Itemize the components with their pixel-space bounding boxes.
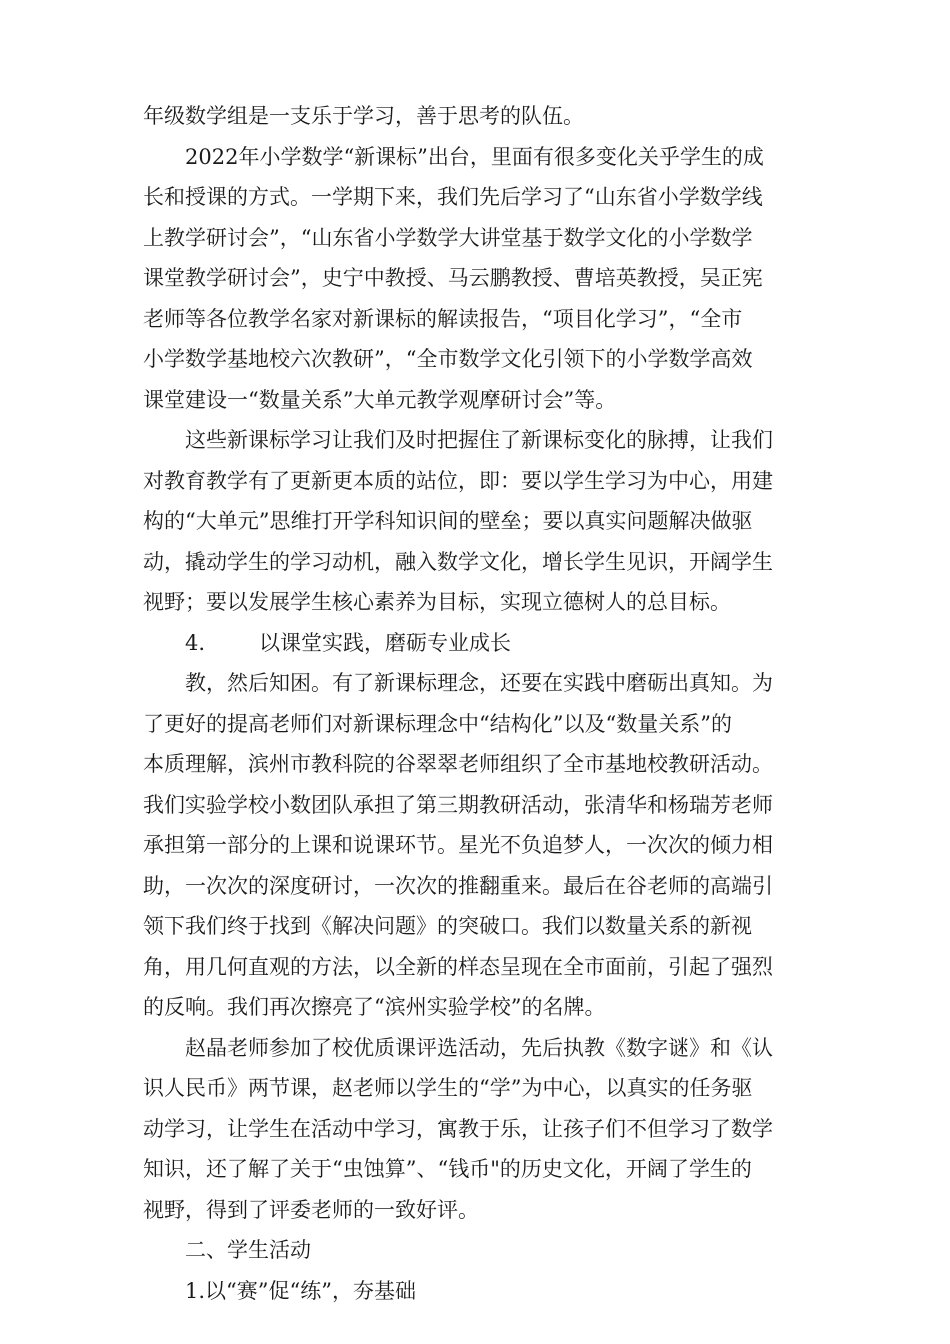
paragraph-line: 识人民币》两节课，赵老师以学生的“学”为中心，以真实的任务驱 [143,1076,753,1100]
paragraph-line: 2022年小学数学“新课标”出台，里面有很多变化关乎学生的成 [185,144,764,169]
paragraph-line: 的反响。我们再次擦亮了“滨州实验学校”的名牌。 [143,995,606,1019]
paragraph-line: 助，一次次的深度研讨，一次次的推翻重来。最后在谷老师的高端引 [143,873,773,898]
body-text [143,96,823,1311]
section-heading-4 [143,623,823,664]
paragraph-line: 视野，得到了评委老师的一致好评。 [143,1197,479,1222]
paragraph-line: 年级数学组是一支乐于学习，善于思考的队伍。 [143,104,584,128]
paragraph-line: 视野；要以发展学生核心素养为目标，实现立德树人的总目标。 [143,590,731,614]
paragraph-line: 课堂建设一“数量关系”大单元教学观摩研讨会”等。 [143,387,617,412]
section-heading-2: 二、学生活动 [185,1238,311,1262]
section-number: 4. [185,630,206,655]
paragraph-line: 上教学研讨会”，“山东省小学数学大讲堂基于数学文化的小学数学 [143,225,753,250]
paragraph-line: 动，撬动学生的学习动机，融入数学文化，增长学生见识，开阔学生 [143,549,773,574]
paragraph-line: 我们实验学校小数团队承担了第三期教研活动，张清华和杨瑞芳老师 [143,792,773,817]
subsection-heading-1: 1.以“赛”促“练”，夯基础 [185,1278,416,1303]
paragraph-line: 本质理解，滨州市教科院的谷翠翠老师组织了全市基地校教研活动。 [143,752,773,776]
paragraph-line: 课堂教学研讨会”，史宁中教授、马云鹏教授、曹培英教授，吴正宪 [143,266,763,290]
paragraph-line: 教，然后知困。有了新课标理念，还要在实践中磨砺出真知。为 [185,671,773,695]
paragraph-line: 长和授课的方式。一学期下来，我们先后学习了“山东省小学数学线 [143,185,763,209]
paragraph-line: 了更好的提高老师们对新课标理念中“结构化”以及“数量关系”的 [143,711,732,736]
paragraph-line: 领下我们终于找到《解决问题》的突破口。我们以数量关系的新视 [143,914,752,938]
paragraph-line: 对教育教学有了更新更本质的站位，即：要以学生学习为中心，用建 [143,468,773,493]
paragraph-line: 小学数学基地校六次教研”，“全市数学文化引领下的小学数学高效 [143,347,753,371]
paragraph-line: 构的“大单元”思维打开学科知识间的壁垒；要以真实问题解决做驱 [143,509,753,533]
paragraph-line: 赵晶老师参加了校优质课评选活动，先后执教《数字谜》和《认 [185,1035,773,1060]
paragraph-line: 老师等各位教学名家对新课标的解读报告，“项目化学习”，“全市 [143,306,743,331]
section-title: 以课堂实践，磨砺专业成长 [259,630,511,655]
paragraph-line: 动学习，让学生在活动中学习，寓教于乐，让孩子们不但学习了数学 [143,1116,773,1141]
paragraph-line: 角，用几何直观的方法，以全新的样态呈现在全市面前，引起了强烈 [143,954,773,979]
paragraph-line: 这些新课标学习让我们及时把握住了新课标变化的脉搏，让我们 [185,428,773,452]
paragraph-line: 承担第一部分的上课和说课环节。星光不负追梦人，一次次的倾力相 [143,833,773,857]
paragraph-line: 知识，还了解了关于“虫蚀算”、“钱币"的历史文化，开阔了学生的 [143,1157,752,1181]
